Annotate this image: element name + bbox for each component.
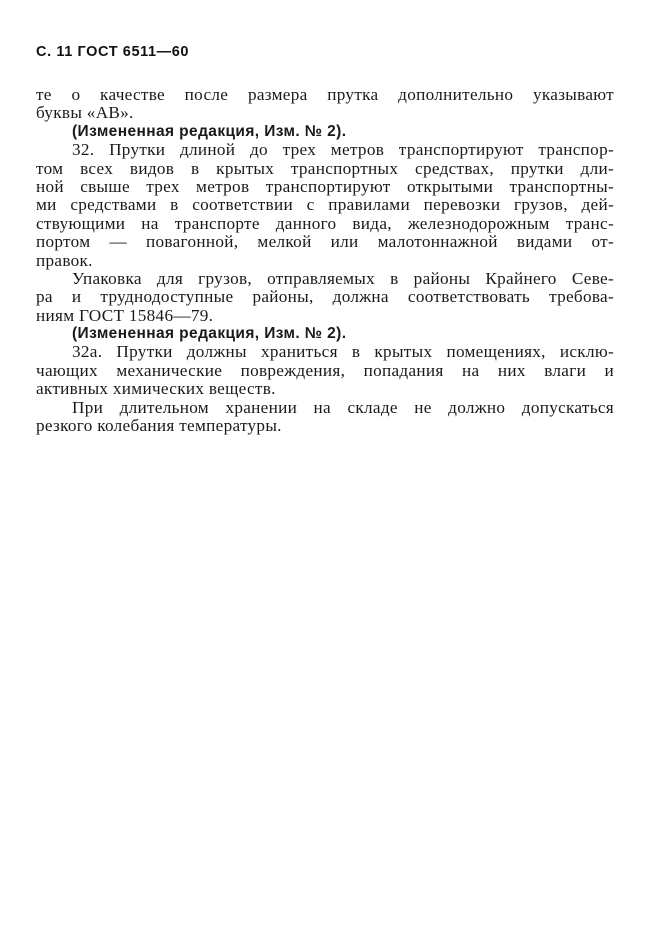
text-line: ми средствами в соответствии с правилами перевозки грузов, дей- <box>36 195 614 215</box>
page-header: С. 11 ГОСТ 6511—60 <box>36 44 190 60</box>
text-line: ствующими на транспорте данного вида, железнодорожным транс- <box>36 213 614 233</box>
amendment-note: (Измененная редакция, Изм. № 2). <box>72 325 347 343</box>
storage-paragraph-start: При длительном хранении на складе не должно допускаться <box>72 397 614 417</box>
text-line: активных химических веществ. <box>36 379 276 399</box>
text-line: чающих механические повреждения, попадания на них влаги и <box>36 360 614 380</box>
text-line: правок. <box>36 250 93 270</box>
amendment-note: (Измененная редакция, Изм. № 2). <box>72 122 347 140</box>
packaging-paragraph-start: Упаковка для грузов, отправляемых в районы Крайнего Севе- <box>72 268 614 288</box>
text-line: ной свыше трех метров транспортируют открытыми транспортны- <box>36 176 614 196</box>
text-line: ра и труднодоступные районы, должна соответствовать требова- <box>36 287 614 307</box>
clause-32-start: 32. Прутки длиной до трех метров транспортируют транспор- <box>72 140 614 160</box>
document-body <box>36 86 614 435</box>
text-line: ниям ГОСТ 15846—79. <box>36 305 214 325</box>
text-line: том всех видов в крытых транспортных средствах, прутки дли- <box>36 158 614 178</box>
text-line: те о качестве после размера прутка дополнительно указывают <box>36 85 614 104</box>
text-line: буквы «АВ». <box>36 103 134 123</box>
clause-32a-start: 32а. Прутки должны храниться в крытых помещениях, исклю- <box>72 342 614 362</box>
text-line: портом — повагонной, мелкой или малотоннажной видами от- <box>36 232 614 252</box>
text-line: резкого колебания температуры. <box>36 416 282 436</box>
